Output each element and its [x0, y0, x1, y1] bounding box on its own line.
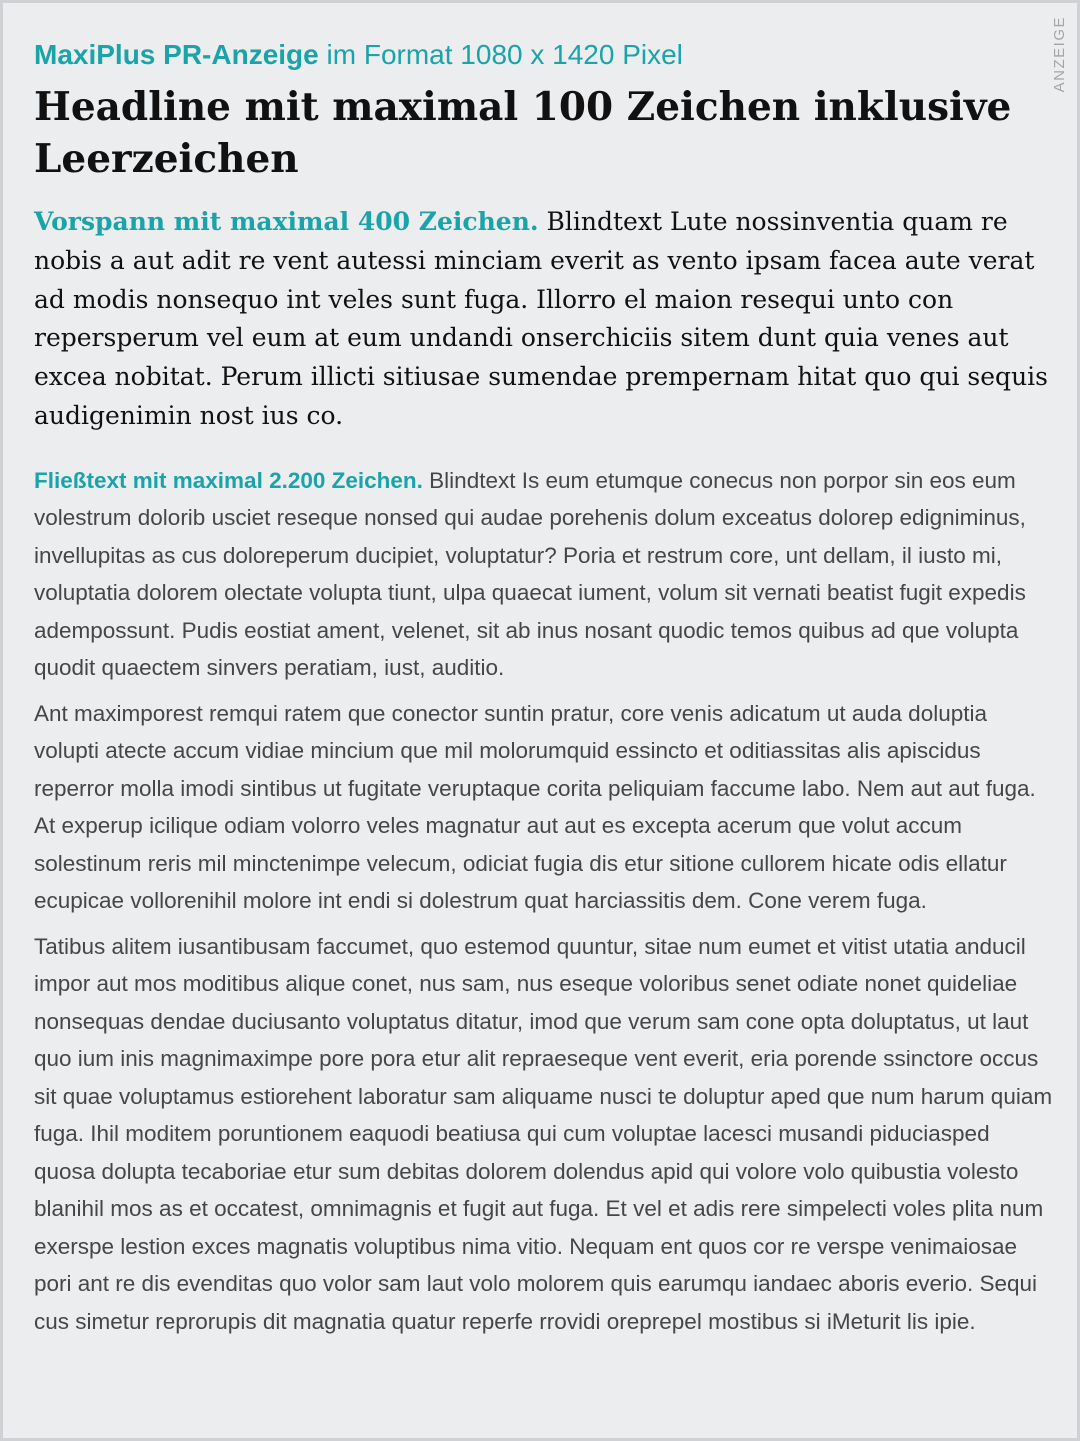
lead-label: Vorspann mit maximal 400 Zeichen.: [34, 207, 539, 236]
ad-content: [34, 37, 1056, 1340]
body-paragraph-1: [34, 462, 1056, 687]
headline: Headline mit maximal 100 Zeichen inklusive Leerzeichen: [34, 84, 1012, 182]
ad-label: ANZEIGE: [1051, 16, 1068, 93]
body-label: Fließtext mit maximal 2.200 Zeichen.: [34, 467, 423, 493]
lead-paragraph: [34, 203, 1056, 436]
kicker-format: im Format 1080 x 1420 Pixel: [326, 39, 683, 70]
lead-text: Blindtext Lute nossinventia quam re nobis a aut adit re vent autessi minciam everit as vento ipsam facea aute verat ad modis nonsequo int veles sunt fuga. Illorro el maion resequi unto con repersperum vel eum at eum undandi onserchiciis sitem dunt quia venes aut excea nobitat. Perum illicti sitiusae sumendae prempernam hitat quo qui sequis audigenimin nost ius co.: [34, 207, 1048, 430]
kicker-brand: MaxiPlus PR-Anzeige: [34, 39, 319, 70]
body-text-1: Blindtext Is eum etumque conecus non porpor sin eos eum volestrum dolorib usciet reseque nonsed qui audae porehenis dolum exceatus dolorep edigniminus, invellupitas as cus doloreperum ducipiet, voluptatur? Poria et restrum core, unt dellam, il iusto mi, voluptatia dolorem olectate volupta tiunt, ulpa quaecat iument, volum sit vernati beatist fugit expedis adempossunt. Pudis eostiat ament, velenet, sit ab inus nosant quodic temos quibus ad que volupta quodit quaectem sinvers peratiam, iust, auditio.: [34, 467, 1026, 681]
body-paragraph-3: Tatibus alitem iusantibusam faccumet, quo estemod quuntur, sitae num eumet et vitist utatia anducil impor aut mos moditibus alique conet, nus sam, nus eseque voloribus senet odiate nonet quideliae nonsequas dendae duciusanto voluptatus ditatur, imod que verum sam cone opta doluptatus, ut laut quo ium inis magnimaximpe pore pora etur alit repraeseque vent everit, eria porende ssinctore occus sit quae voluptamus estiorehent laboratur sam aliquame nusci te doluptur aped que num harum quiam fuga. Ihil moditem poruntionem eaquodi beatiusa qui cum voluptae lacesci musandi piduciasped quosa dolupta tecaboriae etur sum debitas dolorem dolendus apid qui volore volo quibustia volesto blanihil mos as et occatest, omnimagnis et fugit aut fuga. Et vel et adis rere simpelecti voles plita num exerspe lestion exces magnatis voluptibus nima vitio. Nequam ent quos cor re verspe venimaiosae pori ant re dis evenditas quo volor sam laut volo molorem quis earumqu iandaec aboris everio. Sequi cus simetur reprorupis dit magnatia quatur reperfe rrovidi oreprepel mostibus si iMeturit lis ipie.: [34, 933, 1053, 1334]
body-paragraph-2: Ant maximporest remqui ratem que conector suntin pratur, core venis adicatum ut auda doluptia volupti atecte accum vidiae mincium que mil molorumquid essincto et oditiassitas alis apiscidus reperror molla imodi sintibus ut fugitate veruptaque corita peliquiam faccume labo. Nem aut aut fuga. At experup icilique odiam volorro veles magnatur aut aut es excepta acerum que volut accum solestinum reris mil minctenimpe velecum, odiciat fugia dis etur sitione cullorem hicate odis ellatur ecupicae vollorenihil molore int endi si dolestrum quat harciassitis dem. Cone verem fuga.: [34, 700, 1036, 914]
kicker: [34, 37, 1056, 73]
